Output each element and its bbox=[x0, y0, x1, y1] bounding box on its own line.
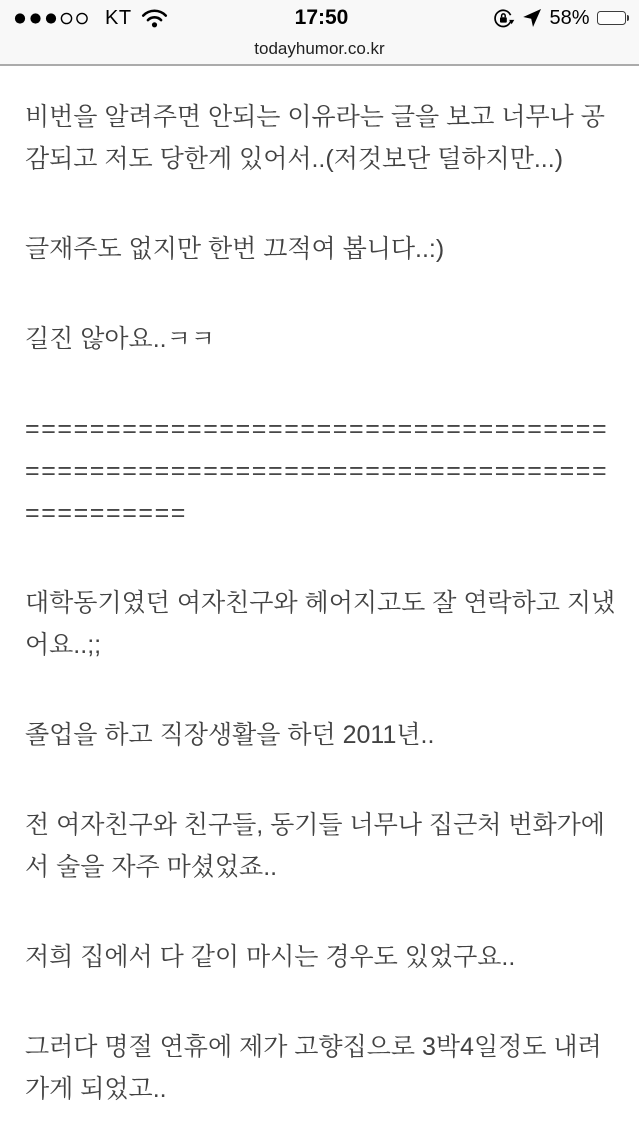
address-bar-url[interactable]: todayhumor.co.kr bbox=[254, 39, 385, 58]
paragraph bbox=[25, 582, 615, 666]
post-text-line: 감되고 저도 당한게 있어서..(저것보단 덜하지만...) bbox=[25, 145, 564, 173]
post-text-line: 어요..;; bbox=[25, 631, 102, 659]
separator-line: ==================================== bbox=[25, 415, 609, 443]
post-text-line: 가게 되었고.. bbox=[25, 1075, 167, 1103]
orientation-lock-icon bbox=[492, 7, 515, 30]
status-bar-right bbox=[348, 7, 629, 30]
post-text-line: 길진 않아요..ㅋㅋ bbox=[25, 325, 215, 353]
separator-line: ========== bbox=[25, 499, 187, 527]
post-text-line: 대학동기였던 여자친구와 헤어지고도 잘 연락하고 지냈 bbox=[25, 589, 616, 617]
post-text-line: 비번을 알려주면 안되는 이유라는 글을 보고 너무나 공 bbox=[25, 103, 605, 131]
post-text-line: 그러다 명절 연휴에 제가 고향집으로 3박4일정도 내려 bbox=[25, 1033, 602, 1061]
post-text-line: 졸업을 하고 직장생활을 하던 2011년.. bbox=[25, 721, 435, 749]
battery-percent-label: 58% bbox=[549, 6, 590, 29]
location-arrow-icon bbox=[522, 8, 542, 28]
browser-top-chrome bbox=[0, 0, 639, 66]
status-bar bbox=[0, 0, 639, 34]
paragraph bbox=[25, 804, 615, 888]
paragraph bbox=[25, 96, 615, 180]
post-text-line: 글재주도 없지만 한번 끄적여 봅니다..:) bbox=[25, 235, 445, 263]
paragraph bbox=[25, 1026, 615, 1110]
separator-line: ==================================== bbox=[25, 457, 609, 485]
post-text-line: 서 술을 자주 마셨었죠.. bbox=[25, 853, 278, 881]
paragraph bbox=[25, 714, 615, 756]
carrier-label: KT bbox=[105, 6, 132, 29]
address-bar[interactable] bbox=[0, 34, 639, 64]
post-text-line: 전 여자친구와 친구들, 동기들 너무나 집근처 번화가에 bbox=[25, 811, 605, 839]
paragraph bbox=[25, 936, 615, 978]
paragraph bbox=[25, 228, 615, 270]
wifi-icon bbox=[141, 8, 168, 28]
cell-signal-icon bbox=[14, 12, 96, 25]
separator-block bbox=[25, 408, 615, 534]
status-bar-center bbox=[295, 6, 349, 30]
battery-icon bbox=[597, 11, 630, 25]
paragraph bbox=[25, 318, 615, 360]
page-content bbox=[0, 66, 639, 1110]
post-text-line: 저희 집에서 다 같이 마시는 경우도 있었구요.. bbox=[25, 943, 516, 971]
clock: 17:50 bbox=[294, 6, 349, 29]
status-bar-left bbox=[14, 7, 295, 30]
